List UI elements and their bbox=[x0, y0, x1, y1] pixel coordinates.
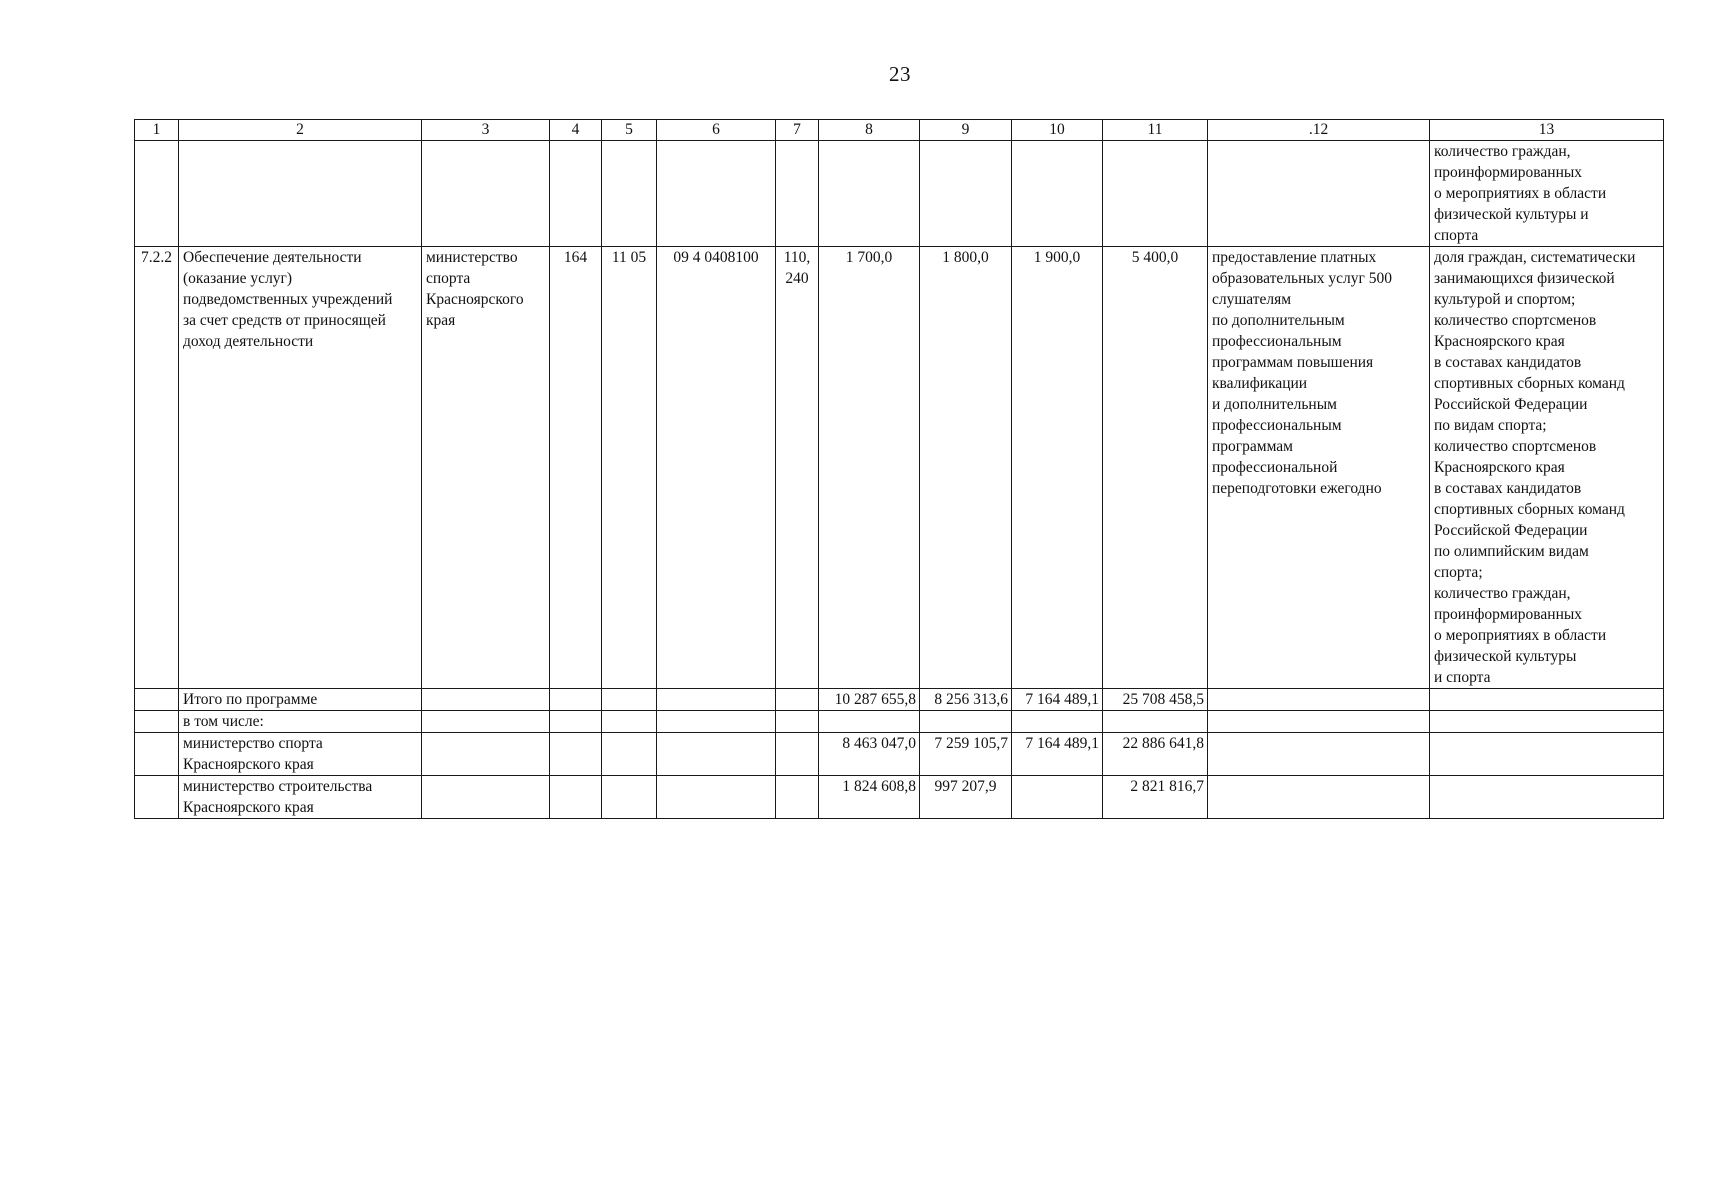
table-cell bbox=[920, 141, 1012, 247]
year1-amount-cell: 8 463 047,0 bbox=[819, 733, 920, 776]
table-cell bbox=[776, 141, 819, 247]
ministry-label-cell: министерство строительства Красноярского края bbox=[179, 776, 422, 819]
vr-code-cell: 110, 240 bbox=[776, 247, 819, 689]
expected-result-cell: предоставление платных образовательных услуг 500 слушателям по дополнительным профессиональным программам повышения квалификации и дополнительным профессиональным программам профессиональной переподготовки ежегодно bbox=[1208, 247, 1430, 689]
table-cell bbox=[550, 689, 602, 711]
table-cell bbox=[819, 141, 920, 247]
indicator-cell: количество граждан, проинформированных о мероприятиях в области физической культуры и спорта bbox=[1430, 141, 1664, 247]
column-header: 5 bbox=[602, 120, 657, 141]
table-cell bbox=[422, 733, 550, 776]
table-cell bbox=[602, 141, 657, 247]
year3-amount-cell: 7 164 489,1 bbox=[1012, 733, 1103, 776]
total-label-cell: Итого по программе bbox=[179, 689, 422, 711]
table-cell bbox=[179, 141, 422, 247]
table-cell bbox=[602, 711, 657, 733]
table-cell bbox=[135, 776, 179, 819]
table-cell bbox=[135, 141, 179, 247]
table-cell bbox=[657, 689, 776, 711]
column-header: 7 bbox=[776, 120, 819, 141]
table-cell bbox=[422, 776, 550, 819]
year3-amount-cell bbox=[1012, 776, 1103, 819]
total-amount-cell: 25 708 458,5 bbox=[1103, 689, 1208, 711]
rzpr-code-cell: 11 05 bbox=[602, 247, 657, 689]
administrator-cell: министерство спорта Красноярского края bbox=[422, 247, 550, 689]
table-cell bbox=[819, 711, 920, 733]
column-header: 13 bbox=[1430, 120, 1664, 141]
table-cell bbox=[1430, 776, 1664, 819]
year2-amount-cell: 1 800,0 bbox=[920, 247, 1012, 689]
column-header: 3 bbox=[422, 120, 550, 141]
grbs-code-cell: 164 bbox=[550, 247, 602, 689]
column-header: .12 bbox=[1208, 120, 1430, 141]
row-number-cell: 7.2.2 bbox=[135, 247, 179, 689]
total-amount-cell: 5 400,0 bbox=[1103, 247, 1208, 689]
table-cell bbox=[422, 689, 550, 711]
ministry-construction-row bbox=[135, 776, 1664, 819]
table-cell bbox=[1012, 711, 1103, 733]
table-cell bbox=[550, 733, 602, 776]
table-cell bbox=[1430, 689, 1664, 711]
table-cell bbox=[1208, 689, 1430, 711]
table-cell bbox=[135, 689, 179, 711]
table-cell bbox=[422, 141, 550, 247]
table-row-7-2-2 bbox=[135, 247, 1664, 689]
year2-amount-cell: 8 256 313,6 bbox=[920, 689, 1012, 711]
table-cell bbox=[1103, 711, 1208, 733]
total-amount-cell: 2 821 816,7 bbox=[1103, 776, 1208, 819]
table-cell bbox=[1208, 733, 1430, 776]
activity-name-cell: Обеспечение деятельности (оказание услуг) подведомственных учреждений за счет средств от приносящей доход деятельности bbox=[179, 247, 422, 689]
column-header: 2 bbox=[179, 120, 422, 141]
table-cell bbox=[550, 141, 602, 247]
table-cell bbox=[1430, 733, 1664, 776]
table-cell bbox=[602, 689, 657, 711]
column-header: 6 bbox=[657, 120, 776, 141]
table-cell bbox=[776, 733, 819, 776]
table-cell bbox=[657, 141, 776, 247]
table-cell bbox=[1208, 141, 1430, 247]
year3-amount-cell: 7 164 489,1 bbox=[1012, 689, 1103, 711]
table-cell bbox=[602, 733, 657, 776]
table-cell bbox=[135, 733, 179, 776]
table-cell bbox=[920, 711, 1012, 733]
year2-amount-cell: 997 207,9 bbox=[920, 776, 1012, 819]
table-cell bbox=[657, 733, 776, 776]
table-cell bbox=[550, 711, 602, 733]
column-header: 11 bbox=[1103, 120, 1208, 141]
continuation-row bbox=[135, 141, 1664, 247]
csr-code-cell: 09 4 0408100 bbox=[657, 247, 776, 689]
including-row bbox=[135, 711, 1664, 733]
indicator-cell: доля граждан, систематически занимающихся физической культурой и спортом; количество спортсменов Красноярского края в составах кандидатов спортивных сборных команд Российской Федерации по видам спорта; количество спортсменов Красноярского края в составах кандидатов спортивных сборных команд Российской Федерации по олимпийским видам спорта; количество граждан, проинформированных о мероприятиях в области физической культуры и спорта bbox=[1430, 247, 1664, 689]
year1-amount-cell: 1 824 608,8 bbox=[819, 776, 920, 819]
column-header: 1 bbox=[135, 120, 179, 141]
ministry-label-cell: министерство спорта Красноярского края bbox=[179, 733, 422, 776]
table-cell bbox=[1103, 141, 1208, 247]
table-cell bbox=[1208, 711, 1430, 733]
table-cell bbox=[1430, 711, 1664, 733]
total-amount-cell: 22 886 641,8 bbox=[1103, 733, 1208, 776]
year1-amount-cell: 10 287 655,8 bbox=[819, 689, 920, 711]
page-number: 23 bbox=[889, 62, 911, 86]
table-cell bbox=[776, 689, 819, 711]
column-header: 9 bbox=[920, 120, 1012, 141]
table-cell bbox=[776, 711, 819, 733]
table-cell bbox=[550, 776, 602, 819]
program-budget-table bbox=[134, 119, 1664, 819]
table-cell bbox=[776, 776, 819, 819]
year3-amount-cell: 1 900,0 bbox=[1012, 247, 1103, 689]
table-cell bbox=[602, 776, 657, 819]
column-header: 4 bbox=[550, 120, 602, 141]
including-label-cell: в том числе: bbox=[179, 711, 422, 733]
table-cell bbox=[657, 776, 776, 819]
year1-amount-cell: 1 700,0 bbox=[819, 247, 920, 689]
column-header: 10 bbox=[1012, 120, 1103, 141]
table-cell bbox=[657, 711, 776, 733]
year2-amount-cell: 7 259 105,7 bbox=[920, 733, 1012, 776]
table-cell bbox=[1208, 776, 1430, 819]
ministry-sport-row bbox=[135, 733, 1664, 776]
column-header: 8 bbox=[819, 120, 920, 141]
table-cell bbox=[135, 711, 179, 733]
table-cell bbox=[422, 711, 550, 733]
total-row bbox=[135, 689, 1664, 711]
table-cell bbox=[1012, 141, 1103, 247]
column-number-header-row bbox=[135, 120, 1664, 141]
